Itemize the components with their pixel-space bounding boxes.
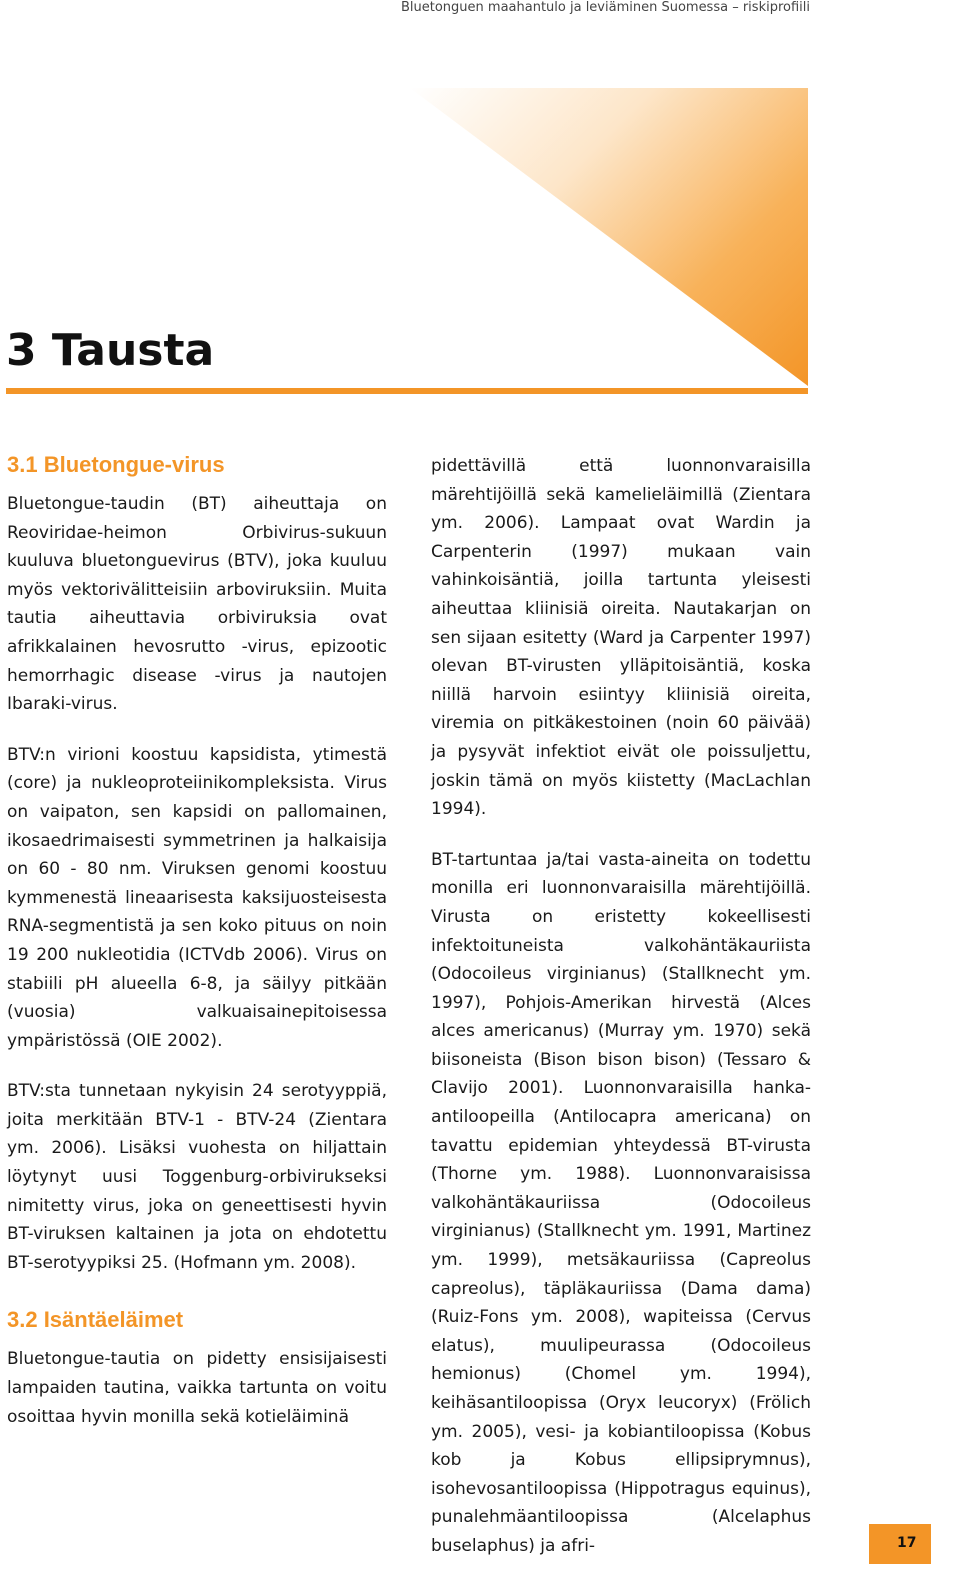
right-column	[431, 452, 811, 1561]
paragraph: BTV:sta tunnetaan nykyisin 24 serotyyppiä, joita merkitään BTV-1 - BTV-24 (Zientara ym. 2006). Lisäksi vuohesta on hiljattain löytynyt uusi Toggenburg-orbivirukseksi nimitetty virus, joka on geneettisesti hyvin BT-viruksen kaltainen ja jota on ehdotettu BT-serotyypiksi 25. (Hofmann ym. 2008).	[7, 1081, 387, 1273]
chapter-rule	[6, 388, 808, 394]
section-heading-bluetongue-virus: 3.1 Bluetongue-virus	[7, 452, 225, 477]
paragraph: BTV:n virioni koostuu kapsidista, ytimestä (core) ja nukleoproteiinikompleksista. Virus on vaipaton, sen kapsidi on pallomainen, ikosaedrimaisesti symmetrinen ja halkaisija on 60 - 80 nm. Viruksen genomi koostuu kymmenestä lineaarisesta kaksijuosteisesta RNA-segmentistä ja sen koko pituus on noin 19 200 nukleotidia (ICTVdb 2006). Virus on stabiili pH alueella 6-8, ja säilyy pitkään (vuosia) valkuaisainepitoisessa ympäristössä (OIE 2002).	[7, 744, 387, 1051]
left-column	[7, 452, 387, 1431]
paragraph: Bluetongue-tautia on pidetty ensisijaisesti lampaiden tautina, vaikka tartunta on voitu osoittaa hyvin monilla sekä kotieläiminä	[7, 1349, 387, 1427]
paragraph: BT-tartuntaa ja/tai vasta-aineita on todettu monilla eri luonnonvaraisilla märehtijöillä. Virusta on eristetty kokeellisesti infektoituneista valkohäntäkauriista (Odocoileus virginianus) (Stallknecht ym. 1997), Pohjois-Amerikan hirvestä (Alces alces americanus) (Murray ym. 1970) sekä biisoneista (Bison bison bison) (Tessaro & Clavijo 2001). Luonnonvaraisilla hanka-antiloopeilla (Antilocapra americana) on tavattu epidemian yhteydessä BT-virusta (Thorne ym. 1988). Luonnonvaraisissa valkohäntäkauriissa (Odocoileus virginianus) (Stallknecht ym. 1991, Martinez ym. 1999), metsäkauriissa (Capreolus capreolus), täpläkauriissa (Dama dama) (Ruiz-Fons ym. 2008), wapiteissa (Cervus elatus), muulipeurassa (Odocoileus hemionus) (Chomel ym. 1994), keihäsantiloopissa (Oryx leucoryx) (Frölich ym. 2005), vesi- ja kobiantiloopissa (Kobus kob ja Kobus ellipsiprymnus), isohevosantiloopissa (Hippotragus equinus), punalehmäantiloopissa (Alcelaphus buselaphus) ja afri-	[431, 849, 811, 1556]
paragraph: pidettävillä että luonnonvaraisilla märehtijöillä sekä kamelieläimillä (Zientara ym. 2006). Lampaat ovat Wardin ja Carpenterin (1997) mukaan vain vahinkoisäntiä, joilla tartunta yleisesti aiheuttaa kliinisiä oireita. Nautakarjan on sen sijaan esitetty (Ward ja Carpenter 1997) olevan BT-virusten ylläpitoisäntiä, koska niillä harvoin esiintyy kliinisiä oireita, viremia on pitkäkestoinen (noin 60 päivää) ja pysyvät infektiot eivät ole poissuljettu, joskin tämä on myös kiistetty (MacLachlan 1994).	[431, 456, 811, 820]
decorative-banner	[410, 88, 808, 386]
page-number: 17	[897, 1535, 917, 1551]
running-header: Bluetonguen maahantulo ja leviäminen Suomessa – riskiprofiili	[400, 0, 810, 15]
paragraph: Bluetongue-taudin (BT) aiheuttaja on Reoviridae-heimon Orbivirus-sukuun kuuluva bluetonguevirus (BTV), joka kuuluu myös vektorivälitteisiin arboviruksiin. Muita tautia aiheuttavia orbiviruksia ovat afrikkalainen hevosrutto -virus, epizootic hemorrhagic disease -virus ja nautojen Ibaraki-virus.	[7, 494, 387, 715]
section-heading-isantaelaimet: 3.2 Isäntäeläimet	[7, 1307, 184, 1333]
chapter-title: 3 Tausta	[6, 325, 215, 376]
